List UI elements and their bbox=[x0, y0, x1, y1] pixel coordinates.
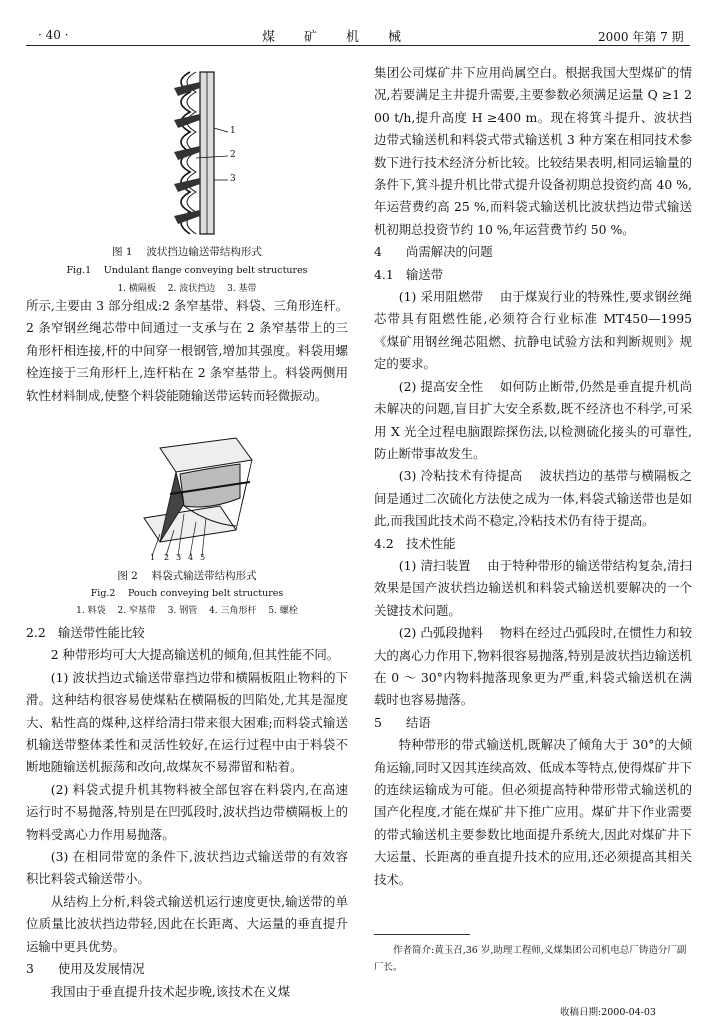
fig1-label-2: 2 bbox=[230, 150, 236, 160]
issue-label: 2000 年第 7 期 bbox=[598, 30, 684, 44]
para-4-2-1: (1) 清扫装置 由于特种带形的输送带结构复杂,清扫效果是国产波状挡边输送机和料袋式输送机要解决的一个关键技术问题。 bbox=[374, 557, 692, 618]
section-4-number: 4 bbox=[374, 244, 382, 260]
fig2-label-2: 2 bbox=[164, 553, 170, 562]
figure-1-drawing bbox=[130, 68, 260, 238]
para-4-2-2: (2) 凸弧段抛料 物料在经过凸弧段时,在惯性力和较大的离心力作用下,物料很容易抛落,特别是波状挡边输送机在 0 ～ 30°内物料抛落现象更为严重,料袋式输送机在满载时也容易抛落。 bbox=[374, 625, 692, 708]
para-compare-1: (1) 波状挡边式输送带靠挡边带和横隔板阻止物料的下滑。这种结构很容易使煤粘在横隔板的凹陷处,尤其是湿度大、粘性高的煤种,这样给清扫带来很大困难;而料袋式输送机输送带整体柔性和灵活性较好,在运行过程中由于料袋不断地随输送机振荡和改向,故煤灰不易滞留和粘着。 bbox=[26, 669, 348, 775]
para-summary: 从结构上分析,料袋式输送机运行速度更快,输送带的单位质量比波状挡边带轻,因此在长距离、大运量的垂直提升运输中更具优势。 bbox=[26, 893, 348, 954]
fig1-label-1: 1 bbox=[230, 126, 236, 136]
section-4-1-heading bbox=[374, 264, 692, 286]
para-compare-3: (3) 在相同带宽的条件下,波状挡边式输送带的有效容积比料袋式输送带小。 bbox=[26, 849, 348, 887]
fig2-label-4: 4 bbox=[188, 553, 194, 562]
figure-2-caption-cn: 图 2 料袋式输送带结构形式 bbox=[117, 570, 257, 582]
figure-1-caption-en: Fig.1 Undulant flange conveying belt structures bbox=[66, 265, 308, 276]
figure-1-legend: 1. 横隔板 2. 波状挡边 3. 基带 bbox=[117, 284, 257, 294]
section-4-2-heading bbox=[374, 533, 692, 555]
section-4-1-title: 输送带 bbox=[405, 266, 444, 282]
section-5-title: 结语 bbox=[405, 714, 431, 730]
author-note: 作者简介:黄玉召,36 岁,助理工程师,义煤集团公司机电总厂铸造分厂副厂长。 bbox=[374, 945, 687, 973]
journal-title: 煤 矿 机 械 bbox=[262, 30, 403, 45]
para-compare-2: (2) 料袋式提升机其物料被全部包容在料袋内,在高速运行时不易抛落,特别是在凹弧段时,波状挡边带横隔板上的物料受离心力作用易抛落。 bbox=[26, 781, 348, 842]
para-4-1-2: (2) 提高安全性 如何防止断带,仍然是垂直提升机尚未解决的问题,盲目扩大安全系数,既不经济也不科学,可采用 X 光全过程电脑跟踪探伤法,以检测硫化接头的可靠性,防止断带事故发生。 bbox=[374, 378, 692, 461]
section-4-title: 尚需解决的问题 bbox=[405, 244, 493, 260]
section-4-heading bbox=[374, 241, 692, 263]
para-compare: 2 种带形均可大大提高输送机的倾角,但其性能不同。 bbox=[50, 647, 340, 663]
fig2-label-5: 5 bbox=[200, 553, 206, 562]
section-2-2-title: 输送带性能比较 bbox=[57, 625, 145, 640]
fig2-label-1: 1 bbox=[150, 553, 156, 562]
section-4-2-number: 4.2 bbox=[374, 535, 394, 551]
section-4-1-number: 4.1 bbox=[374, 266, 394, 282]
section-2-2-number: 2.2 bbox=[26, 625, 46, 640]
fig1-label-3: 3 bbox=[230, 174, 236, 184]
footnote-rule bbox=[374, 934, 470, 935]
figure-2-legend: 1. 料袋 2. 窄基带 3. 钢管 4. 三角形杆 5. 螺栓 bbox=[76, 606, 298, 616]
para-conclusion: 特种带形的带式输送机,既解决了倾角大于 30°的大倾角运输,同时又因其连续高效、低成本等特点,使得煤矿井下的连续运输成为可能。但必须提高特种带形带式输送机的国产化程度,才能在煤矿井下推广应用。煤矿井下作业需要的带式输送机主要参数比地面提升系统大,因此对煤矿井下大运量、长距离的垂直提升技术的应用,还必须提高其相关技术。 bbox=[374, 737, 692, 887]
fig2-label-3: 3 bbox=[176, 553, 182, 562]
received-date: 收稿日期:2000-04-03 bbox=[560, 1007, 656, 1018]
section-5-heading bbox=[374, 712, 692, 734]
para-section-3-start: 我国由于垂直提升技术起步晚,该技术在义煤 bbox=[50, 983, 291, 999]
section-3-heading bbox=[26, 958, 348, 980]
header-rule bbox=[26, 45, 690, 46]
para-section-3-cont: 集团公司煤矿井下应用尚属空白。根据我国大型煤矿的情况,若要满足主井提升需要,主要参数必须满足运量 Q ≥1 200 t/h,提升高度 H ≥400 m。现在将箕斗提升、波状挡边带式输送机和料袋式带式输送机 3 种方案在相同技术参数下进行技术经济分析比较。比较结果表明,相同运输量的条件下,箕斗提升机比带式提升设备初期总投资约高 40 %,年运营费约高 25 %,而料袋式输送机比波状挡边带式输送机初期总投资节约 10 %,年运营费节约 50 %。 bbox=[374, 65, 692, 237]
section-5-number: 5 bbox=[374, 714, 382, 730]
para-structure: 所示,主要由 3 部分组成:2 条窄基带、料袋、三角形连杆。2 条窄钢丝绳芯带中间通过一支承与在 2 条窄基带上的三角形杆相连接,杆的中间穿一根钢管,增加其强度。料袋用螺栓连接于三角形杆上,连杆粘在 2 条窄基带上。料袋两侧用软性材料制成,使整个料袋能随输送带运转而轻微振动。 bbox=[26, 298, 348, 403]
section-3-title: 使用及发展情况 bbox=[57, 961, 145, 977]
figure-1-caption-cn: 图 1 波状挡边输送带结构形式 bbox=[112, 246, 262, 258]
figure-2-caption-en: Fig.2 Pouch conveying belt structures bbox=[90, 588, 284, 599]
section-3-number: 3 bbox=[26, 961, 34, 977]
page-number: · 40 · bbox=[38, 28, 69, 42]
para-4-1-3: (3) 冷粘技术有待提高 波状挡边的基带与横隔板之间是通过二次硫化方法使之成为一体,料袋式输送带也是如此,而我国此技术尚不稳定,冷粘技术仍有待于提高。 bbox=[374, 468, 692, 529]
section-2-2-heading bbox=[26, 622, 348, 644]
para-4-1-1: (1) 采用阻燃带 由于煤炭行业的特殊性,要求钢丝绳芯带具有阻燃性能,必须符合行业标准 MT450—1995《煤矿用钢丝绳芯阻燃、抗静电试验方法和判断规则》规定的要求。 bbox=[374, 289, 692, 372]
figure-2-drawing bbox=[140, 434, 260, 566]
section-4-2-title: 技术性能 bbox=[405, 535, 456, 551]
